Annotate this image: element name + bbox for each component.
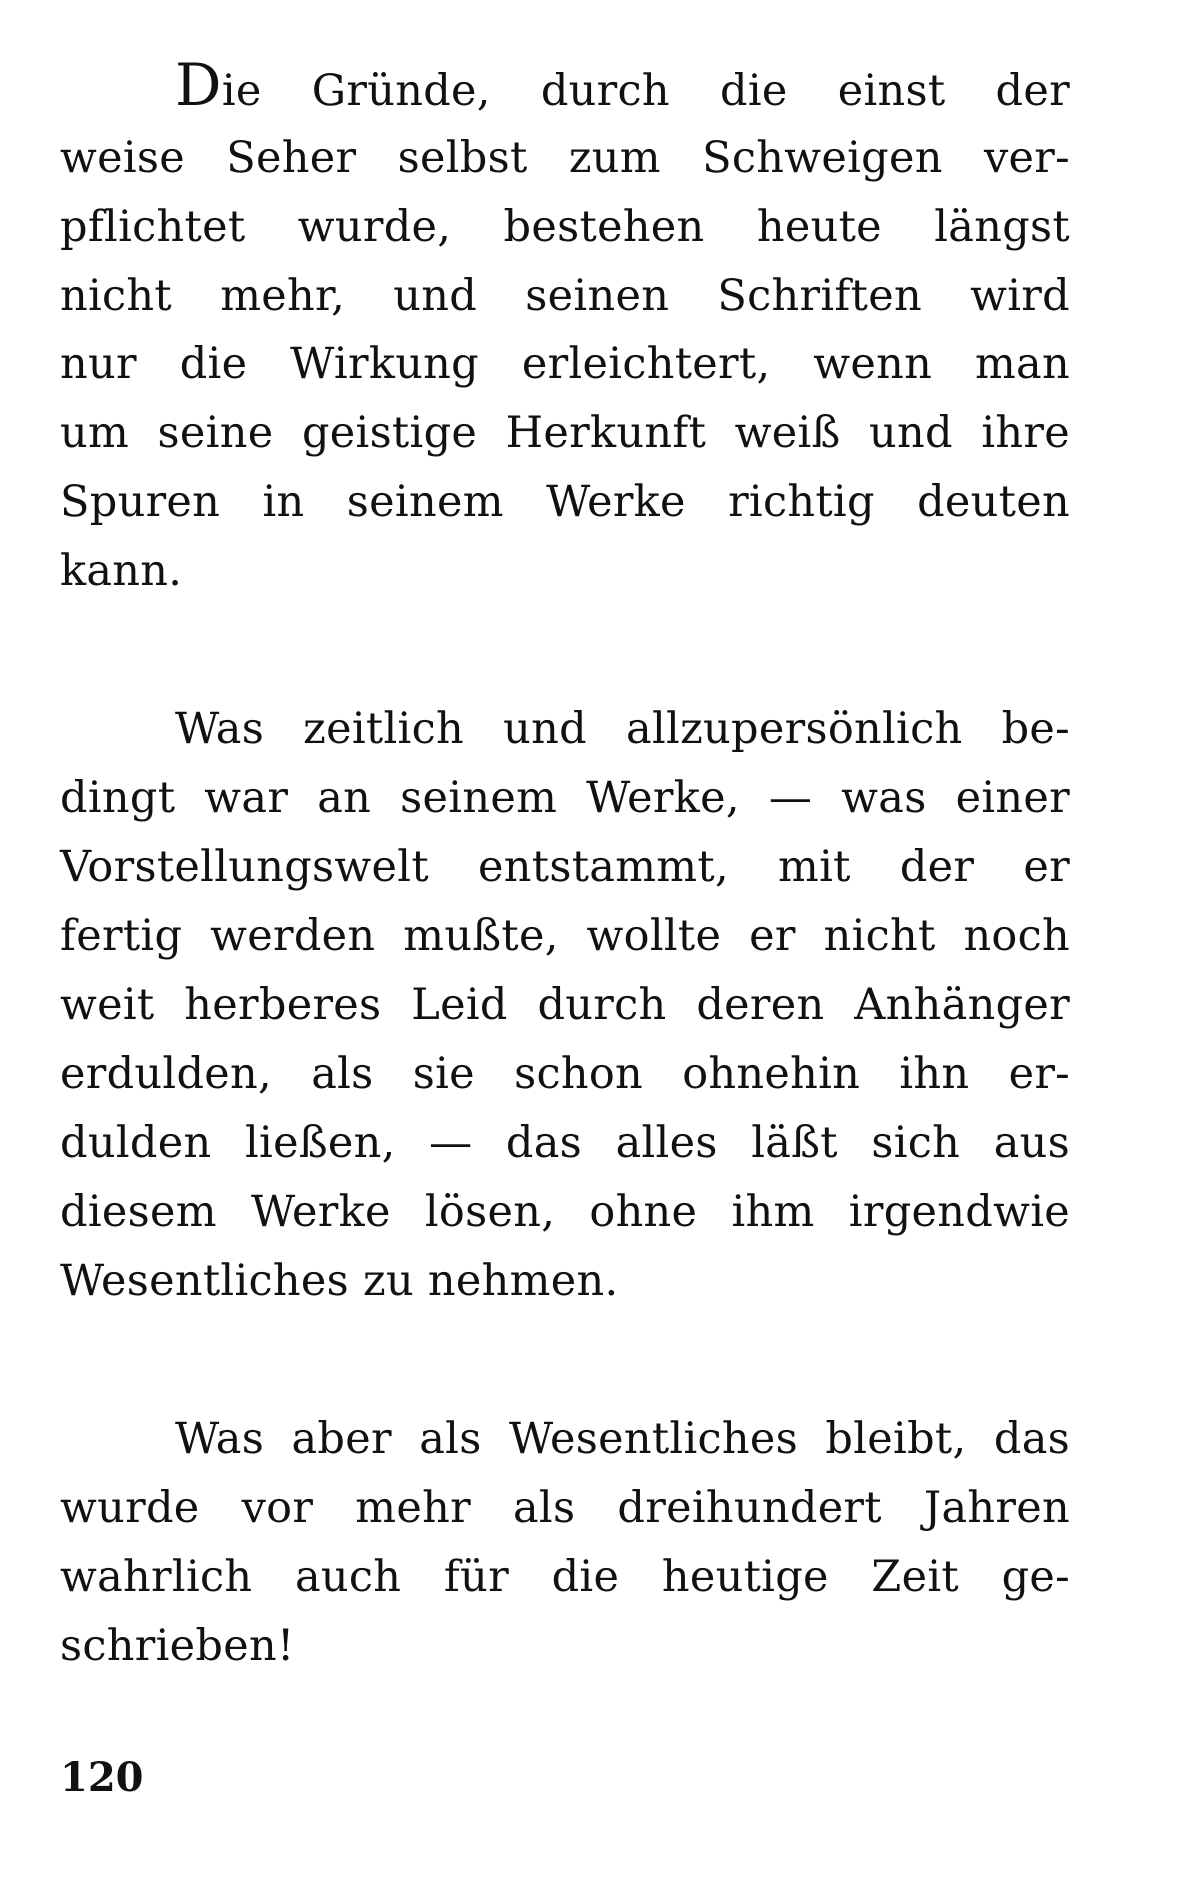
drop-cap: D — [175, 51, 222, 119]
paragraph-2-line-2: dingt war an seinem Werke, — was einer — [60, 773, 1070, 823]
paragraph-1-line-2: weise Seher selbst zum Schweigen ver- — [60, 133, 1070, 183]
paragraph-2-line-4: fertig werden mußte, wollte er nicht noch — [60, 911, 1070, 961]
paragraph-3-line-3: wahrlich auch für die heutige Zeit ge- — [60, 1552, 1070, 1602]
paragraph-2-line-8: diesem Werke lösen, ohne ihm irgendwie — [60, 1187, 1070, 1237]
paragraph-2-line-9: Wesentliches zu nehmen. — [60, 1256, 619, 1306]
paragraph-1-line-5: nur die Wirkung erleichtert, wenn man — [60, 339, 1070, 389]
paragraph-1-line-6: um seine geistige Herkunft weiß und ihre — [60, 408, 1070, 458]
paragraph-2-line-3: Vorstellungswelt entstammt, mit der er — [60, 842, 1070, 892]
paragraph-3-line-2: wurde vor mehr als dreihundert Jahren — [60, 1483, 1070, 1533]
paragraph-1-line-8: kann. — [60, 546, 183, 596]
paragraph-2-line-5: weit herberes Leid durch deren Anhänger — [60, 980, 1070, 1030]
page-number: 120 — [60, 1754, 144, 1801]
paragraph-3-line-1: Was aber als Wesentliches bleibt, das — [175, 1414, 1070, 1464]
paragraph-1-line-1: Die Gründe, durch die einst der — [175, 51, 1070, 119]
paragraph-1-line-7: Spuren in seinem Werke richtig deuten — [60, 477, 1070, 527]
paragraph-2-line-7: dulden ließen, — das alles läßt sich aus — [60, 1118, 1070, 1168]
paragraph-3-line-4: schrieben! — [60, 1621, 295, 1671]
paragraph-2-line-1: Was zeitlich und allzupersönlich be- — [175, 704, 1070, 754]
paragraph-1-line-4: nicht mehr, und seinen Schriften wird — [60, 271, 1070, 321]
paragraph-1-line-3: pflichtet wurde, bestehen heute längst — [60, 202, 1070, 252]
paragraph-2-line-6: erdulden, als sie schon ohnehin ihn er- — [60, 1049, 1070, 1099]
